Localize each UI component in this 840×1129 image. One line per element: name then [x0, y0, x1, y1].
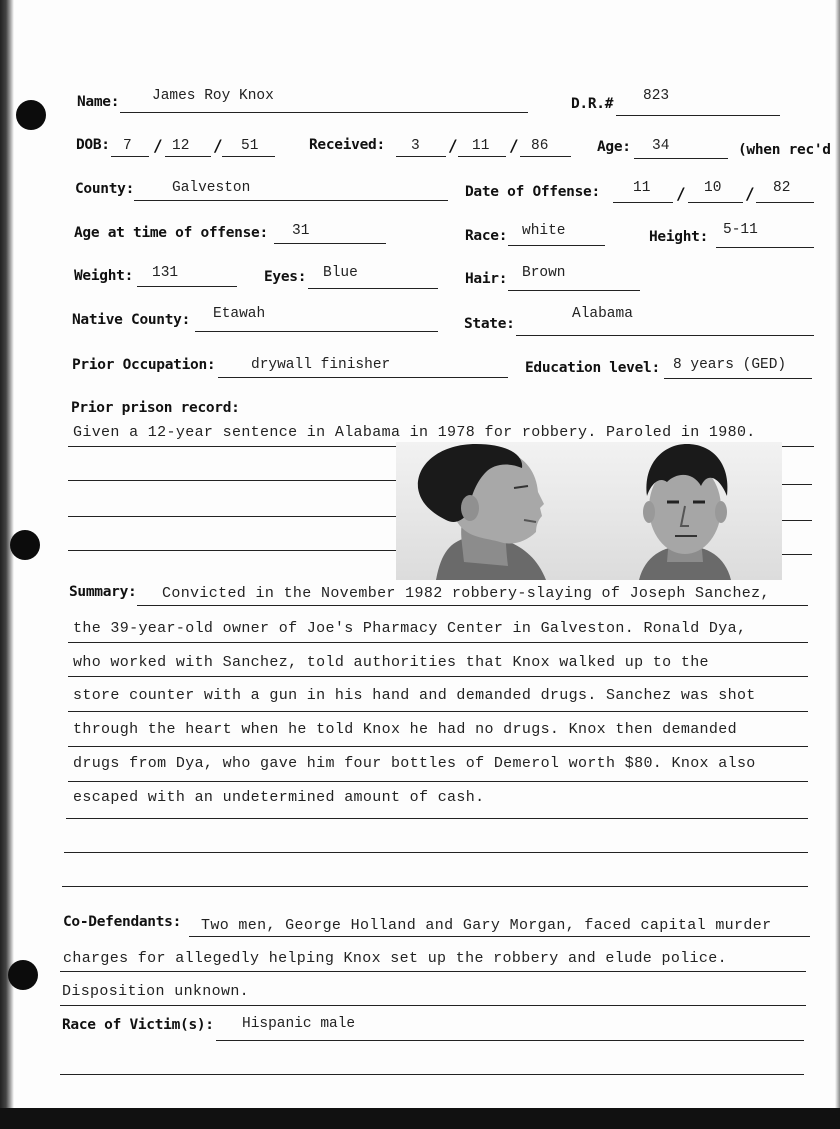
- scan-left-edge: [0, 0, 14, 1129]
- mugshot-profile-icon: [396, 442, 589, 580]
- punch-hole-icon: [10, 530, 40, 560]
- date-separator: /: [676, 184, 686, 203]
- offense-year: 82: [773, 180, 791, 196]
- dob-year: 51: [241, 138, 259, 154]
- summary-underline: [68, 676, 808, 677]
- dr-number: 823: [643, 88, 670, 104]
- offense-day-underline: [688, 202, 743, 203]
- summary-underline: [68, 746, 808, 747]
- received-year-underline: [520, 156, 571, 157]
- blank-line: [782, 484, 812, 485]
- received-day: 11: [472, 138, 490, 154]
- codefendants-underline: [189, 936, 810, 937]
- blank-line: [64, 852, 808, 853]
- occupation-value: drywall finisher: [251, 357, 391, 373]
- eyes-value: Blue: [323, 265, 358, 281]
- race-label: Race:: [465, 228, 508, 244]
- summary-label: Summary:: [69, 584, 137, 600]
- state-underline: [516, 335, 814, 336]
- blank-line: [782, 554, 812, 555]
- received-label: Received:: [309, 137, 385, 153]
- dob-month-underline: [111, 156, 149, 157]
- dr-label: D.R.#: [571, 96, 614, 112]
- punch-hole-icon: [8, 960, 38, 990]
- date-separator: /: [213, 136, 223, 155]
- mugshot-photo: [396, 442, 782, 580]
- race-value: white: [522, 223, 566, 239]
- occupation-underline: [218, 377, 508, 378]
- dr-underline: [616, 115, 780, 116]
- dob-month: 7: [123, 138, 132, 154]
- offense-month-underline: [613, 202, 673, 203]
- height-underline: [716, 247, 814, 248]
- education-value: 8 years (GED): [673, 357, 787, 373]
- victim-race-label: Race of Victim(s):: [62, 1017, 214, 1033]
- offense-year-underline: [756, 202, 814, 203]
- native-county-underline: [195, 331, 438, 332]
- age-underline: [634, 158, 728, 159]
- codefendants-underline: [60, 1005, 806, 1006]
- dob-label: DOB:: [76, 137, 110, 153]
- race-underline: [508, 245, 605, 246]
- blank-line: [68, 480, 396, 481]
- education-label: Education level:: [525, 360, 660, 376]
- state-value: Alabama: [572, 306, 633, 322]
- name-value: James Roy Knox: [152, 88, 274, 104]
- received-month: 3: [411, 138, 420, 154]
- height-value: 5-11: [723, 222, 758, 238]
- dob-day: 12: [172, 138, 190, 154]
- age-value: 34: [652, 138, 670, 154]
- summary-line: through the heart when he told Knox he had no drugs. Knox then demanded: [73, 721, 737, 738]
- eyes-label: Eyes:: [264, 269, 307, 285]
- received-year: 86: [531, 138, 549, 154]
- name-underline: [120, 112, 528, 113]
- codefendants-line: charges for allegedly helping Knox set up the robbery and elude police.: [63, 950, 727, 967]
- age-label: Age:: [597, 139, 631, 155]
- summary-line: escaped with an undetermined amount of cash.: [73, 789, 485, 806]
- blank-line: [782, 520, 812, 521]
- age-offense-value: 31: [292, 223, 310, 239]
- date-separator: /: [448, 136, 458, 155]
- county-label: County:: [75, 181, 135, 197]
- summary-line: store counter with a gun in his hand and demanded drugs. Sanchez was shot: [73, 687, 756, 704]
- native-county-value: Etawah: [213, 306, 266, 322]
- dob-day-underline: [165, 156, 211, 157]
- summary-underline: [68, 642, 808, 643]
- age-note: (when rec'd: [738, 142, 831, 158]
- mugshot-front-icon: [589, 442, 782, 580]
- received-month-underline: [396, 156, 446, 157]
- codefendants-underline: [60, 971, 806, 972]
- native-county-label: Native County:: [72, 312, 191, 328]
- offense-month: 11: [633, 180, 651, 196]
- prior-record-label: Prior prison record:: [71, 400, 240, 416]
- blank-line: [68, 550, 396, 551]
- education-underline: [664, 378, 812, 379]
- scan-right-edge: [835, 0, 840, 1108]
- victim-race-value: Hispanic male: [242, 1016, 356, 1032]
- weight-underline: [137, 286, 237, 287]
- blank-line: [68, 516, 396, 517]
- scan-bottom-edge: [0, 1108, 840, 1129]
- summary-underline: [137, 605, 808, 606]
- occupation-label: Prior Occupation:: [72, 357, 216, 373]
- blank-line: [62, 886, 808, 887]
- name-label: Name:: [77, 94, 120, 110]
- age-offense-label: Age at time of offense:: [74, 225, 268, 241]
- weight-value: 131: [152, 265, 179, 281]
- summary-line: the 39-year-old owner of Joe's Pharmacy Center in Galveston. Ronald Dya,: [73, 620, 747, 637]
- summary-line: drugs from Dya, who gave him four bottles of Demerol worth $80. Knox also: [73, 755, 756, 772]
- height-label: Height:: [649, 229, 709, 245]
- punch-hole-icon: [16, 100, 46, 130]
- codefendants-line: Disposition unknown.: [62, 983, 250, 1000]
- offense-date-label: Date of Offense:: [465, 184, 600, 200]
- codefendants-line: Two men, George Holland and Gary Morgan, faced capital murder: [201, 917, 772, 934]
- prior-record-text: Given a 12-year sentence in Alabama in 1978 for robbery. Paroled in 1980.: [73, 424, 756, 441]
- state-label: State:: [464, 316, 515, 332]
- offense-day: 10: [704, 180, 722, 196]
- received-day-underline: [458, 156, 506, 157]
- county-underline: [134, 200, 448, 201]
- hair-value: Brown: [522, 265, 566, 281]
- blank-line: [60, 1074, 804, 1075]
- date-separator: /: [745, 184, 755, 203]
- victim-race-underline: [216, 1040, 804, 1041]
- hair-underline: [508, 290, 640, 291]
- summary-line: Convicted in the November 1982 robbery-slaying of Joseph Sanchez,: [162, 585, 770, 602]
- summary-underline: [68, 781, 808, 782]
- date-separator: /: [153, 136, 163, 155]
- date-separator: /: [509, 136, 519, 155]
- summary-underline: [68, 711, 808, 712]
- dob-year-underline: [222, 156, 275, 157]
- eyes-underline: [308, 288, 438, 289]
- county-value: Galveston: [172, 180, 251, 196]
- hair-label: Hair:: [465, 271, 508, 287]
- summary-underline: [66, 818, 808, 819]
- summary-line: who worked with Sanchez, told authorities that Knox walked up to the: [73, 654, 709, 671]
- codefendants-label: Co-Defendants:: [63, 914, 182, 930]
- age-offense-underline: [274, 243, 386, 244]
- weight-label: Weight:: [74, 268, 134, 284]
